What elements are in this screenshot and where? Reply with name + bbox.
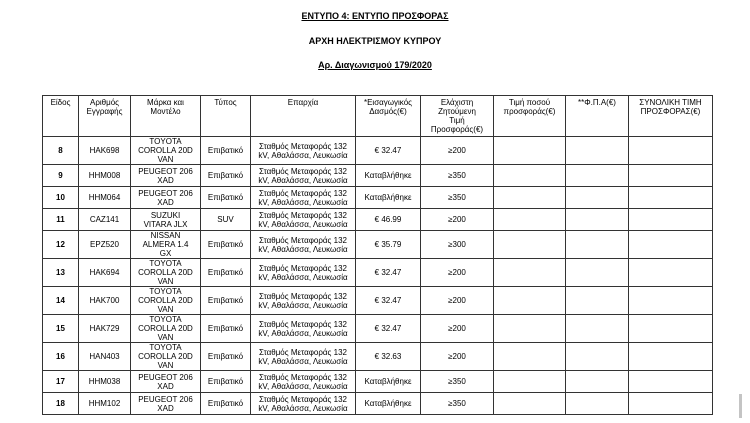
table-row <box>43 371 713 393</box>
cell-import-duty: € 32.47 <box>356 315 421 343</box>
cell-model: TOYOTA COROLLA 20D VAN <box>131 343 201 371</box>
cell-registration: HAN403 <box>79 343 131 371</box>
cell-registration: EPZ520 <box>79 231 131 259</box>
cell-model: PEUGEOT 206 XAD <box>131 393 201 415</box>
form-title: ΕΝΤΥΠΟ 4: ΕΝΤΥΠΟ ΠΡΟΣΦΟΡΑΣ <box>301 11 449 21</box>
header-min-price: Ελάχιστη Ζητούμενη Τιμή Προσφοράς(€) <box>421 96 494 137</box>
cell-item: 17 <box>43 371 79 393</box>
cell-total <box>629 343 713 371</box>
cell-total <box>629 393 713 415</box>
organization-name: ΑΡΧΗ ΗΛΕΚΤΡΙΣΜΟΥ ΚΥΠΡΟΥ <box>308 36 442 46</box>
cell-model: TOYOTA COROLLA 20D VAN <box>131 287 201 315</box>
cell-district: Σταθμός Μεταφοράς 132 kV, Αθαλάσσα, Λευκωσία <box>251 209 356 231</box>
cell-import-duty: € 46.99 <box>356 209 421 231</box>
cell-vat <box>566 371 629 393</box>
cell-import-duty: Καταβλήθηκε <box>356 393 421 415</box>
cell-district: Σταθμός Μεταφοράς 132 kV, Αθαλάσσα, Λευκωσία <box>251 343 356 371</box>
cell-vat <box>566 315 629 343</box>
cell-district: Σταθμός Μεταφοράς 132 kV, Αθαλάσσα, Λευκωσία <box>251 187 356 209</box>
table-row <box>43 231 713 259</box>
cell-model: TOYOTA COROLLA 20D VAN <box>131 259 201 287</box>
cell-vat <box>566 343 629 371</box>
cell-district: Σταθμός Μεταφοράς 132 kV, Αθαλάσσα, Λευκωσία <box>251 165 356 187</box>
cell-import-duty: € 32.63 <box>356 343 421 371</box>
header-import-duty: *Εισαγωγικός Δασμός(€) <box>356 96 421 137</box>
cell-registration: HHM008 <box>79 165 131 187</box>
cell-district: Σταθμός Μεταφοράς 132 kV, Αθαλάσσα, Λευκωσία <box>251 231 356 259</box>
cell-item: 14 <box>43 287 79 315</box>
cell-type: Επιβατικό <box>201 137 251 165</box>
offer-table <box>42 95 713 415</box>
cell-min-price: ≥200 <box>421 287 494 315</box>
cell-import-duty: € 35.79 <box>356 231 421 259</box>
header-type: Τύπος <box>201 96 251 137</box>
cell-min-price: ≥200 <box>421 315 494 343</box>
header-item: Είδος <box>43 96 79 137</box>
cell-offer-amount <box>494 393 566 415</box>
header-offer-amount: Τιμή ποσού προσφοράς(€) <box>494 96 566 137</box>
cell-offer-amount <box>494 315 566 343</box>
cell-registration: HAK694 <box>79 259 131 287</box>
tender-number-line <box>0 60 750 71</box>
cell-type: Επιβατικό <box>201 187 251 209</box>
cell-registration: HHM102 <box>79 393 131 415</box>
cell-registration: HAK700 <box>79 287 131 315</box>
cell-item: 9 <box>43 165 79 187</box>
table-row <box>43 343 713 371</box>
cell-model: NISSAN ALMERA 1.4 GX <box>131 231 201 259</box>
cell-import-duty: € 32.47 <box>356 137 421 165</box>
cell-min-price: ≥200 <box>421 343 494 371</box>
cell-import-duty: € 32.47 <box>356 259 421 287</box>
cell-registration: HAK698 <box>79 137 131 165</box>
cell-min-price: ≥200 <box>421 259 494 287</box>
cell-district: Σταθμός Μεταφοράς 132 kV, Αθαλάσσα, Λευκωσία <box>251 137 356 165</box>
cell-total <box>629 371 713 393</box>
table-row <box>43 259 713 287</box>
cell-import-duty: Καταβλήθηκε <box>356 187 421 209</box>
cell-total <box>629 231 713 259</box>
cell-registration: HHM064 <box>79 187 131 209</box>
cell-item: 8 <box>43 137 79 165</box>
cell-type: Επιβατικό <box>201 231 251 259</box>
table-row <box>43 315 713 343</box>
cell-offer-amount <box>494 137 566 165</box>
cell-type: Επιβατικό <box>201 393 251 415</box>
cell-model: PEUGEOT 206 XAD <box>131 165 201 187</box>
cell-min-price: ≥300 <box>421 231 494 259</box>
page-edge-mark <box>739 394 742 418</box>
cell-vat <box>566 187 629 209</box>
cell-vat <box>566 259 629 287</box>
cell-district: Σταθμός Μεταφοράς 132 kV, Αθαλάσσα, Λευκωσία <box>251 259 356 287</box>
cell-total <box>629 209 713 231</box>
cell-min-price: ≥350 <box>421 393 494 415</box>
cell-district: Σταθμός Μεταφοράς 132 kV, Αθαλάσσα, Λευκωσία <box>251 393 356 415</box>
cell-district: Σταθμός Μεταφοράς 132 kV, Αθαλάσσα, Λευκωσία <box>251 287 356 315</box>
cell-offer-amount <box>494 371 566 393</box>
header-vat: **Φ.Π.Α(€) <box>566 96 629 137</box>
table-row <box>43 393 713 415</box>
cell-model: PEUGEOT 206 XAD <box>131 371 201 393</box>
cell-import-duty: € 32.47 <box>356 287 421 315</box>
header-model: Μάρκα και Μοντέλο <box>131 96 201 137</box>
cell-type: Επιβατικό <box>201 343 251 371</box>
cell-item: 15 <box>43 315 79 343</box>
table-row <box>43 187 713 209</box>
table-row <box>43 209 713 231</box>
cell-registration: HHM038 <box>79 371 131 393</box>
form-title-line <box>0 11 750 22</box>
cell-model: PEUGEOT 206 XAD <box>131 187 201 209</box>
cell-vat <box>566 231 629 259</box>
cell-import-duty: Καταβλήθηκε <box>356 165 421 187</box>
cell-model: SUZUKI VITARA JLX <box>131 209 201 231</box>
tender-number: Αρ. Διαγωνισμού 179/2020 <box>318 60 432 70</box>
cell-offer-amount <box>494 231 566 259</box>
cell-type: SUV <box>201 209 251 231</box>
table-body <box>43 137 713 415</box>
cell-district: Σταθμός Μεταφοράς 132 kV, Αθαλάσσα, Λευκωσία <box>251 371 356 393</box>
header-district: Επαρχία <box>251 96 356 137</box>
cell-vat <box>566 393 629 415</box>
cell-type: Επιβατικό <box>201 315 251 343</box>
cell-registration: CAZ141 <box>79 209 131 231</box>
cell-offer-amount <box>494 209 566 231</box>
table-header <box>43 96 713 137</box>
cell-item: 13 <box>43 259 79 287</box>
cell-item: 12 <box>43 231 79 259</box>
organization-line <box>0 36 750 47</box>
cell-offer-amount <box>494 259 566 287</box>
header-row <box>43 96 713 137</box>
cell-offer-amount <box>494 343 566 371</box>
cell-registration: HAK729 <box>79 315 131 343</box>
cell-offer-amount <box>494 165 566 187</box>
cell-min-price: ≥200 <box>421 209 494 231</box>
cell-vat <box>566 165 629 187</box>
cell-type: Επιβατικό <box>201 371 251 393</box>
header-total: ΣΥΝΟΛΙΚΗ ΤΙΜΗ ΠΡΟΣΦΟΡΑΣ(€) <box>629 96 713 137</box>
cell-total <box>629 315 713 343</box>
cell-type: Επιβατικό <box>201 259 251 287</box>
cell-item: 11 <box>43 209 79 231</box>
cell-min-price: ≥350 <box>421 371 494 393</box>
cell-vat <box>566 287 629 315</box>
cell-offer-amount <box>494 287 566 315</box>
cell-model: TOYOTA COROLLA 20D VAN <box>131 315 201 343</box>
cell-import-duty: Καταβλήθηκε <box>356 371 421 393</box>
cell-min-price: ≥350 <box>421 165 494 187</box>
cell-district: Σταθμός Μεταφοράς 132 kV, Αθαλάσσα, Λευκωσία <box>251 315 356 343</box>
table-row <box>43 165 713 187</box>
cell-total <box>629 137 713 165</box>
cell-model: TOYOTA COROLLA 20D VAN <box>131 137 201 165</box>
header-registration: Αριθμός Εγγραφής <box>79 96 131 137</box>
cell-item: 18 <box>43 393 79 415</box>
cell-total <box>629 259 713 287</box>
cell-min-price: ≥200 <box>421 137 494 165</box>
cell-total <box>629 165 713 187</box>
cell-vat <box>566 209 629 231</box>
cell-item: 10 <box>43 187 79 209</box>
cell-type: Επιβατικό <box>201 287 251 315</box>
cell-type: Επιβατικό <box>201 165 251 187</box>
cell-total <box>629 287 713 315</box>
table-row <box>43 137 713 165</box>
cell-min-price: ≥350 <box>421 187 494 209</box>
cell-total <box>629 187 713 209</box>
table-row <box>43 287 713 315</box>
cell-vat <box>566 137 629 165</box>
cell-offer-amount <box>494 187 566 209</box>
cell-item: 16 <box>43 343 79 371</box>
